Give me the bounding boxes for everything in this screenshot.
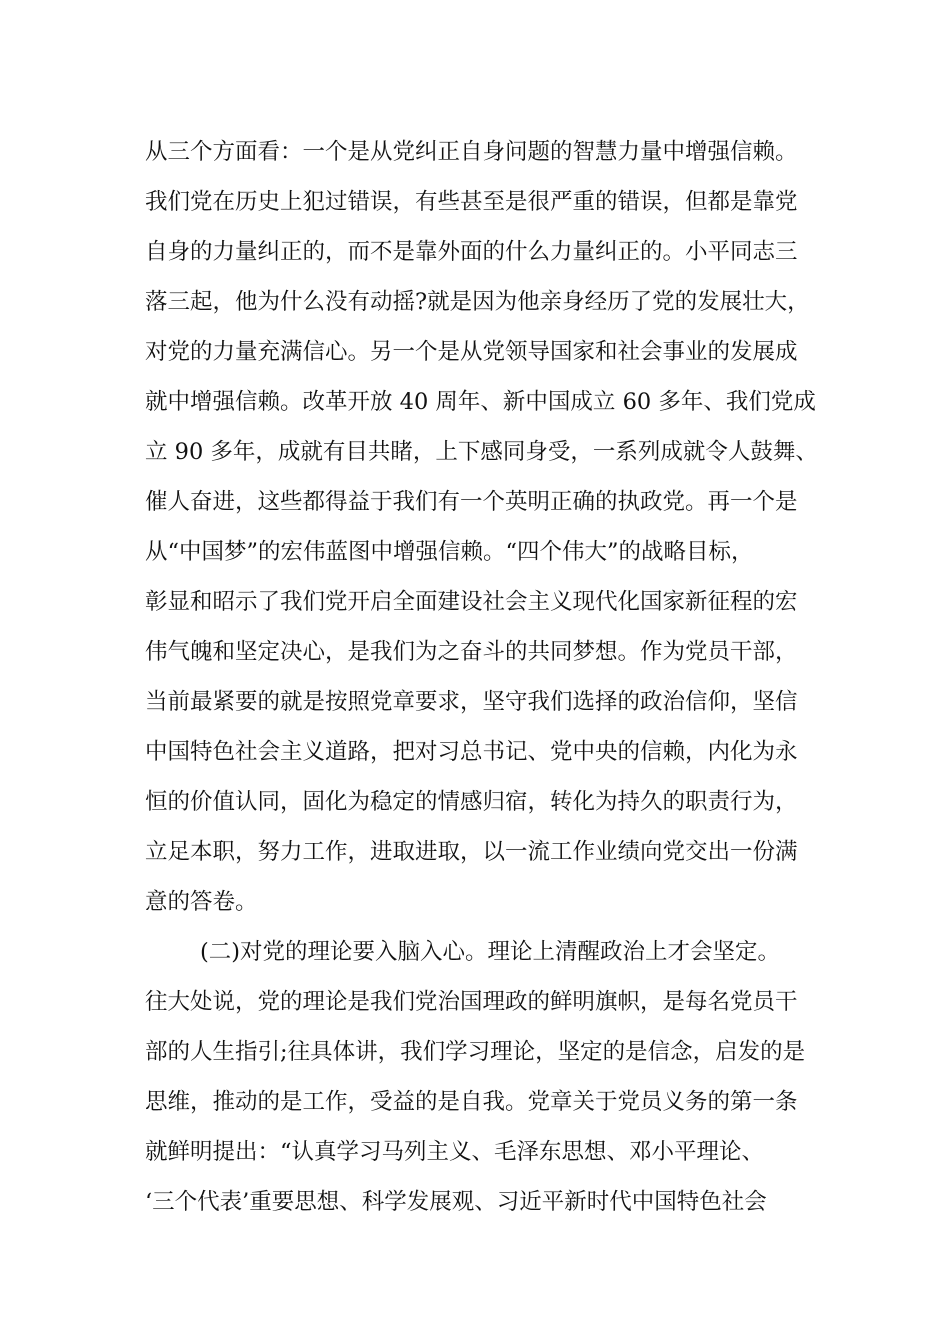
paragraph-1-line: 意的答卷。 [145, 889, 258, 915]
paragraph-2-line: 部的人生指引;往具体讲，我们学习理论，坚定的是信念，启发的是 [145, 1039, 806, 1065]
paragraph-1-line: 恒的价值认同，固化为稳定的情感归宿，转化为持久的职责行为， [145, 789, 798, 815]
paragraph-1-line: 自身的力量纠正的，而不是靠外面的什么力量纠正的。小平同志三 [145, 239, 798, 265]
paragraph-1-line: 落三起，他为什么没有动摇?就是因为他亲身经历了党的发展壮大， [145, 289, 810, 315]
paragraph-2-line: (二)对党的理论要入脑入心。理论上清醒政治上才会坚定。 [200, 939, 781, 965]
paragraph-1-line: 彰显和昭示了我们党开启全面建设社会主义现代化国家新征程的宏 [145, 589, 798, 615]
paragraph-1-line: 中国特色社会主义道路，把对习总书记、党中央的信赖，内化为永 [145, 739, 798, 765]
paragraph-1-line: 立 90 多年，成就有目共睹，上下感同身受，一系列成就令人鼓舞、 [145, 439, 818, 465]
paragraph-1-line: 从三个方面看：一个是从党纠正自身问题的智慧力量中增强信赖。 [145, 139, 798, 165]
paragraph-1-line: 就中增强信赖。改革开放 40 周年、新中国成立 60 多年、我们党成 [145, 389, 816, 415]
paragraph-1-line: 从“中国梦”的宏伟蓝图中增强信赖。“四个伟大”的战略目标， [145, 539, 754, 565]
paragraph-1-line: 催人奋进，这些都得益于我们有一个英明正确的执政党。再一个是 [145, 489, 798, 515]
paragraph-1-line: 立足本职，努力工作，进取进取，以一流工作业绩向党交出一份满 [145, 839, 798, 865]
paragraph-2-line: 往大处说，党的理论是我们党治国理政的鲜明旗帜，是每名党员干 [145, 989, 798, 1015]
paragraph-2-line: 就鲜明提出：“认真学习马列主义、毛泽东思想、邓小平理论、 [145, 1139, 765, 1165]
paragraph-1-line: 伟气魄和坚定决心，是我们为之奋斗的共同梦想。作为党员干部， [145, 639, 798, 665]
paragraph-2-line: ‘三个代表’重要思想、科学发展观、习近平新时代中国特色社会 [145, 1189, 767, 1215]
paragraph-1-line: 我们党在历史上犯过错误，有些甚至是很严重的错误，但都是靠党 [145, 189, 798, 215]
paragraph-1-line: 对党的力量充满信心。另一个是从党领导国家和社会事业的发展成 [145, 339, 798, 365]
paragraph-2-line: 思维，推动的是工作，受益的是自我。党章关于党员义务的第一条 [145, 1089, 798, 1115]
paragraph-1-line: 当前最紧要的就是按照党章要求，坚守我们选择的政治信仰，坚信 [145, 689, 798, 715]
